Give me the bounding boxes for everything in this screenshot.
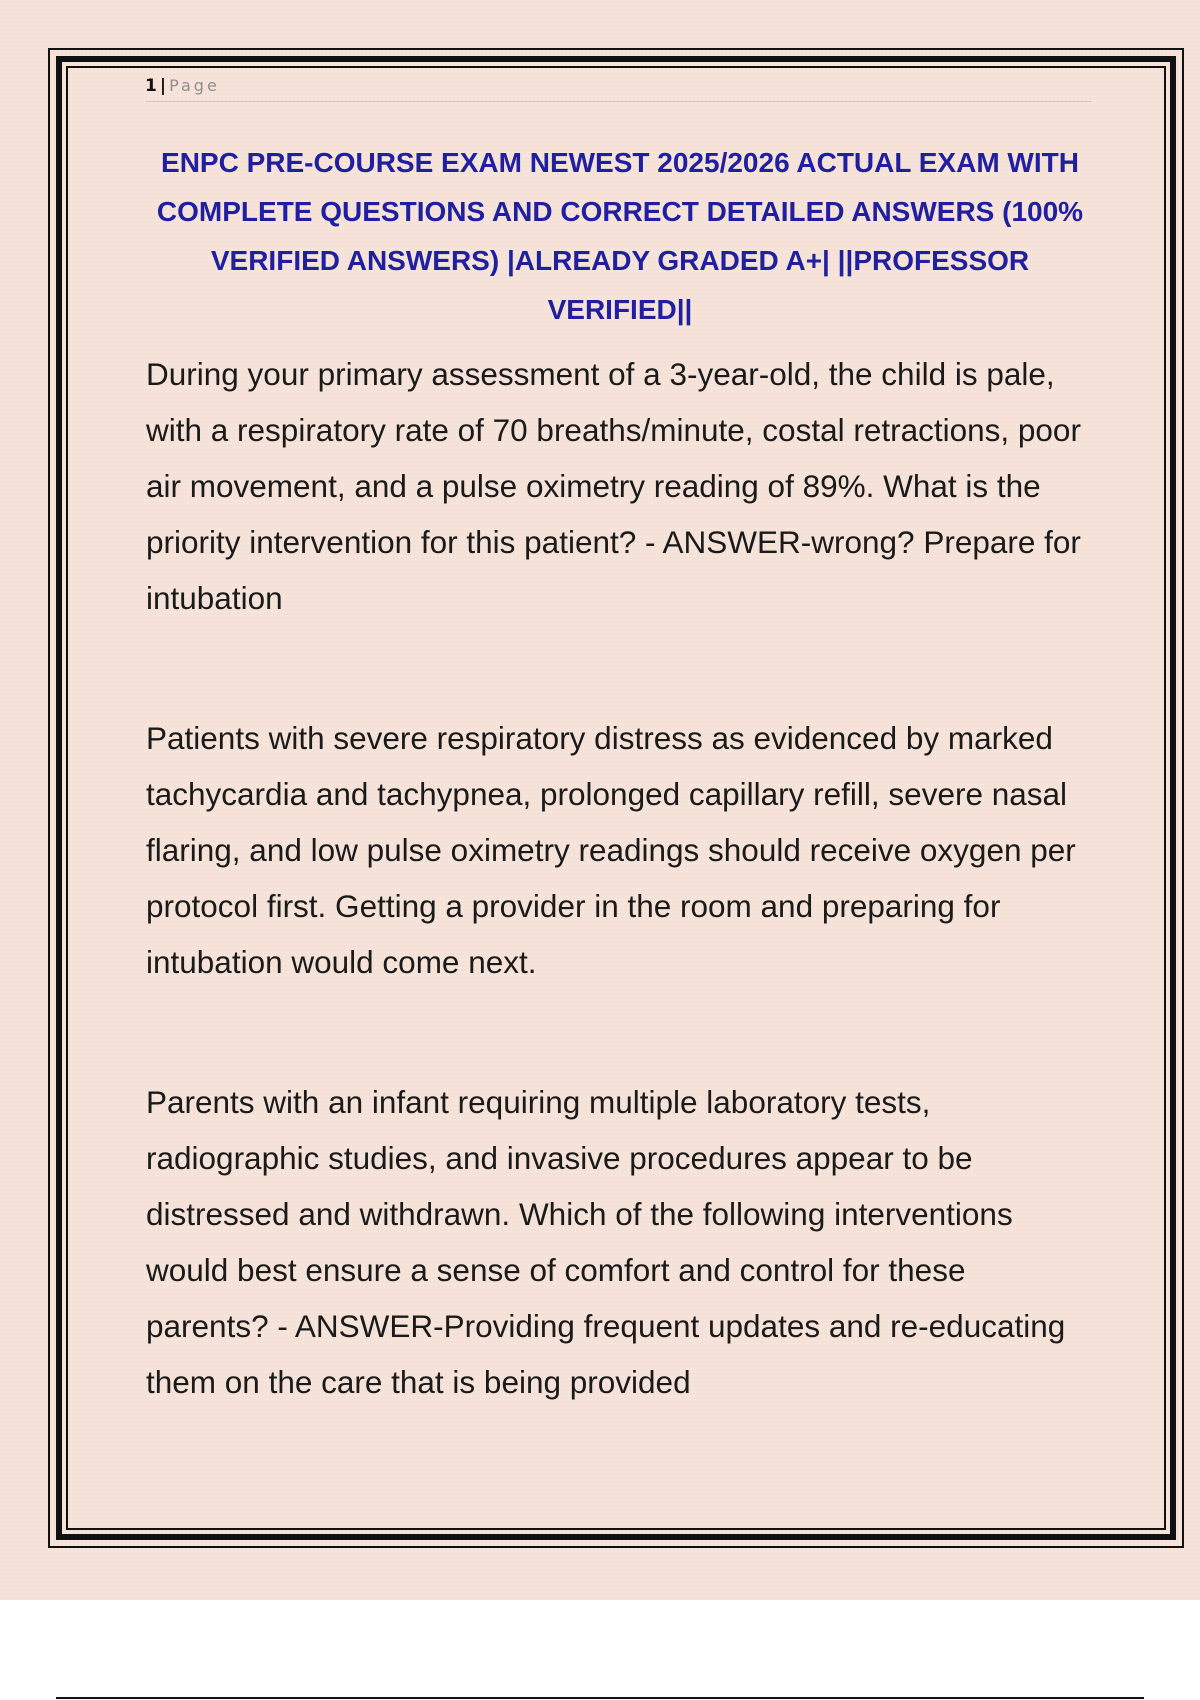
page-header — [145, 74, 1092, 102]
page-label: Page — [169, 76, 220, 95]
question-paragraph-2: Parents with an infant requiring multiple laboratory tests, radiographic studies, and invasive procedures appear to be distressed and withdrawn. Which of the following interventions would best ensure a sense of comfort and control for these parents? - ANSWER-Providing frequent updates and re-educating them on the care that is being provided — [146, 1084, 1066, 1400]
document-title: ENPC PRE-COURSE EXAM NEWEST 2025/2026 ACTUAL EXAM WITH COMPLETE QUESTIONS AND CORRECT DETAILED ANSWERS (100% VERIFIED ANSWERS) |ALREADY GRADED A+| ||PROFESSOR VERIFIED|| — [156, 147, 1084, 325]
question-paragraph-1: During your primary assessment of a 3-year-old, the child is pale, with a respiratory rate of 70 breaths/minute, costal retractions, poor air movement, and a pulse oximetry reading of 89%. What is the priority intervention for this patient? - ANSWER-wrong? Prepare for intubation — [146, 356, 1081, 616]
next-page-rule — [56, 1697, 1144, 1699]
page-separator: | — [159, 76, 167, 96]
page-number: 1 — [145, 76, 157, 96]
rationale-paragraph: Patients with severe respiratory distress as evidenced by marked tachycardia and tachypnea, prolonged capillary refill, severe nasal flaring, and low pulse oximetry readings should receive oxygen per protocol first. Getting a provider in the room and preparing for intubation would come next. — [146, 720, 1076, 980]
document-body — [146, 346, 1096, 1410]
